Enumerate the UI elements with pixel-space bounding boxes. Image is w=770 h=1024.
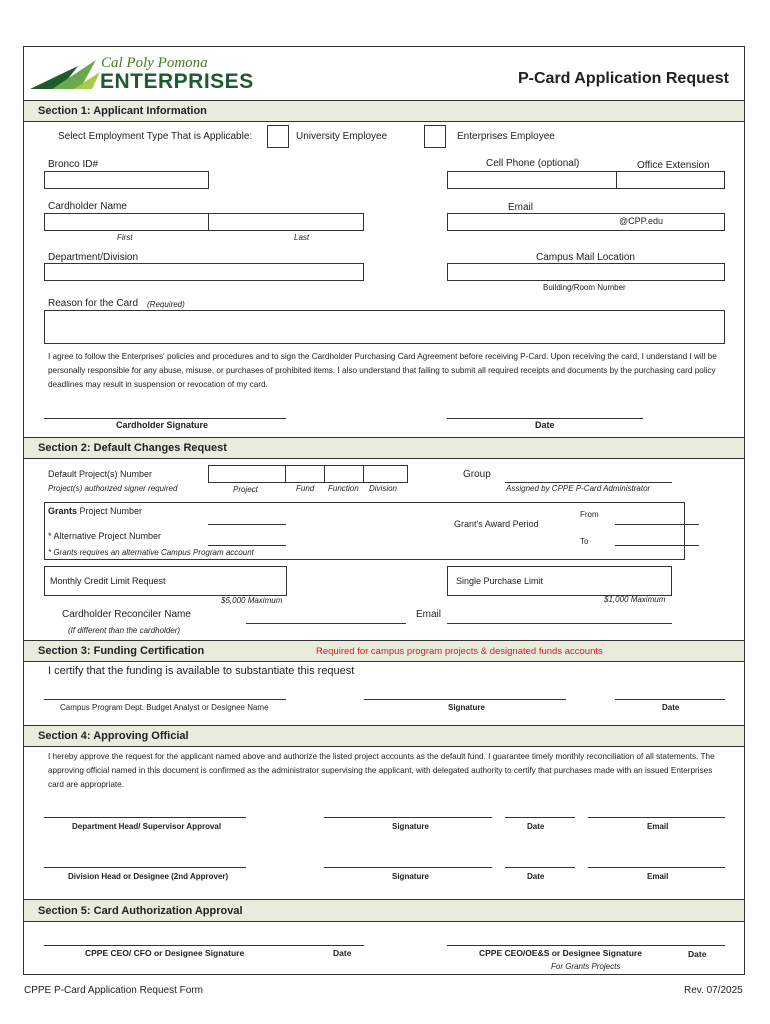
funding-date-line[interactable] xyxy=(615,699,725,700)
division-head-signature-label: Signature xyxy=(392,872,429,881)
ceo-oes-signature-line[interactable] xyxy=(447,945,725,946)
group-label: Group xyxy=(463,469,491,480)
logo-text-enterprises: ENTERPRISES xyxy=(100,70,254,93)
footer-form-name: CPPE P-Card Application Request Form xyxy=(24,985,203,996)
building-room-caption: Building/Room Number xyxy=(543,283,626,292)
division-head-label: Division Head or Designee (2nd Approver) xyxy=(68,872,229,881)
funding-date-label: Date xyxy=(662,703,680,712)
email-domain-suffix: @CPP.edu xyxy=(619,216,663,226)
cardholder-signature-label: Cardholder Signature xyxy=(116,420,209,430)
campus-mail-label: Campus Mail Location xyxy=(536,252,635,263)
section-1-heading: Section 1: Applicant Information xyxy=(24,100,744,122)
fund-caption: Fund xyxy=(296,484,315,493)
award-from-line[interactable] xyxy=(615,524,699,525)
analyst-name-label: Campus Program Dept. Budget Analyst or Designee Name xyxy=(60,703,269,712)
monthly-max-note: $5,000 Maximum xyxy=(221,596,283,605)
section-2-heading: Section 2: Default Changes Request xyxy=(24,437,744,459)
division-head-date-label: Date xyxy=(527,872,545,881)
campus-mail-field[interactable] xyxy=(447,263,725,281)
fund-field[interactable] xyxy=(285,465,325,483)
dept-head-signature-label: Signature xyxy=(392,822,429,831)
division-head-email-label: Email xyxy=(647,872,669,881)
department-label: Department/Division xyxy=(48,252,139,263)
project-caption: Project xyxy=(233,485,258,494)
page-title: P-Card Application Request xyxy=(518,70,729,87)
default-project-label: Default Project(s) Number xyxy=(48,469,153,479)
reconciler-name-label: Cardholder Reconciler Name xyxy=(62,609,191,620)
award-to-label: To xyxy=(580,537,589,546)
function-field[interactable] xyxy=(324,465,364,483)
cardholder-name-label: Cardholder Name xyxy=(48,201,127,212)
division-head-line[interactable] xyxy=(44,867,246,868)
dept-head-line[interactable] xyxy=(44,817,246,818)
first-name-caption: First xyxy=(117,233,133,242)
reconciler-note: (If different than the cardholder) xyxy=(68,626,181,635)
funding-certify-text: I certify that the funding is available to substantiate this request xyxy=(48,665,355,677)
dept-head-label: Department Head/ Supervisor Approval xyxy=(72,822,222,831)
authorized-signer-note: Project(s) authorized signer required xyxy=(48,484,178,493)
reconciler-email-label: Email xyxy=(416,609,442,620)
office-extension-field[interactable] xyxy=(616,171,725,189)
funding-signature-line[interactable] xyxy=(364,699,566,700)
ceo-cfo-signature-line[interactable] xyxy=(44,945,364,946)
single-limit-label: Single Purchase Limit xyxy=(456,576,544,586)
division-caption: Division xyxy=(369,484,398,493)
enterprises-logo-mark-icon xyxy=(30,58,100,90)
logo-text-cal-poly: Cal Poly Pomona xyxy=(101,55,208,71)
enterprises-employee-checkbox[interactable] xyxy=(424,125,446,148)
section-5-heading: Section 5: Card Authorization Approval xyxy=(24,899,744,922)
department-field[interactable] xyxy=(44,263,364,281)
grants-project-label: Grants Project Number xyxy=(48,506,143,516)
dept-head-signature-line[interactable] xyxy=(324,817,492,818)
ceo-oes-date-label: Date xyxy=(688,949,707,959)
university-employee-checkbox[interactable] xyxy=(267,125,289,148)
cardholder-agreement-text: I agree to follow the Enterprises' policies and procedures and to sign the Cardholder Purchasing Card Agreement before receiving P-Card. Upon receiving the card, I understand I will be personally responsible for any abuse, misuse, or purchases of prohibited items. I also understand that failing to submit all required receipts and documents by the purchasing card policy deadlines may result in suspension or revocation of my card. xyxy=(48,352,717,389)
dept-head-email-label: Email xyxy=(647,822,669,831)
assigned-by-note: Assigned by CPPE P-Card Administrator xyxy=(506,484,651,493)
alternative-project-line[interactable] xyxy=(208,545,286,546)
dept-head-email-line[interactable] xyxy=(588,817,725,818)
bronco-id-label: Bronco ID# xyxy=(48,159,99,170)
dept-head-date-line[interactable] xyxy=(505,817,575,818)
group-line[interactable] xyxy=(505,482,672,483)
reason-textarea[interactable] xyxy=(44,310,725,344)
email-field[interactable] xyxy=(447,213,725,231)
grants-project-line[interactable] xyxy=(208,524,286,525)
section-3-heading: Section 3: Funding Certification xyxy=(24,640,744,662)
function-caption: Function xyxy=(328,484,359,493)
funding-signature-label: Signature xyxy=(448,703,485,712)
cardholder-date-label: Date xyxy=(535,420,555,430)
cardholder-date-line[interactable] xyxy=(447,418,643,419)
office-extension-label: Office Extension xyxy=(637,160,710,171)
reason-required-note: (Required) xyxy=(147,300,185,309)
cardholder-signature-line[interactable] xyxy=(44,418,286,419)
division-head-signature-line[interactable] xyxy=(324,867,492,868)
employment-type-label: Select Employment Type That is Applicable: xyxy=(58,131,253,142)
enterprises-employee-label: Enterprises Employee xyxy=(457,131,555,142)
division-field[interactable] xyxy=(363,465,408,483)
reconciler-email-line[interactable] xyxy=(447,623,672,624)
division-head-date-line[interactable] xyxy=(505,867,575,868)
division-head-email-line[interactable] xyxy=(588,867,725,868)
approval-statement: I hereby approve the request for the applicant named above and authorize the listed project accounts as the default fund. I guarantee timely monthly reconciliation of all statements. The approving official named in this document is confirmed as the administrator supervising the applicant, with delegated authority to certify that purchases made with an issued Enterprises card are appropriate. xyxy=(48,752,715,789)
reconciler-name-line[interactable] xyxy=(246,623,406,624)
single-max-note: $1,000 Maximum xyxy=(604,595,666,604)
last-name-caption: Last xyxy=(294,233,310,242)
ceo-cfo-date-label: Date xyxy=(333,948,352,958)
award-period-label: Grant's Award Period xyxy=(454,519,539,529)
cell-phone-field[interactable] xyxy=(447,171,617,189)
ceo-oes-signature-label: CPPE CEO/OE&S or Designee Signature xyxy=(479,948,642,958)
grants-requirement-note: * Grants requires an alternative Campus Program account xyxy=(48,548,254,557)
bronco-id-field[interactable] xyxy=(44,171,209,189)
dept-head-date-label: Date xyxy=(527,822,545,831)
analyst-name-line[interactable] xyxy=(44,699,286,700)
for-grants-note: For Grants Projects xyxy=(551,962,621,971)
ceo-cfo-signature-label: CPPE CEO/ CFO or Designee Signature xyxy=(85,948,245,958)
award-from-label: From xyxy=(580,510,599,519)
reason-label: Reason for the Card xyxy=(48,298,139,309)
email-label: Email xyxy=(508,202,534,213)
project-field[interactable] xyxy=(208,465,286,483)
university-employee-label: University Employee xyxy=(296,131,388,142)
alternative-project-label: * Alternative Project Number xyxy=(48,531,162,541)
award-to-line[interactable] xyxy=(615,545,699,546)
first-name-field[interactable] xyxy=(44,213,209,231)
cell-phone-label: Cell Phone (optional) xyxy=(486,158,580,169)
monthly-limit-label: Monthly Credit Limit Request xyxy=(50,576,166,586)
last-name-field[interactable] xyxy=(208,213,364,231)
section-4-heading: Section 4: Approving Official xyxy=(24,725,744,747)
footer-revision: Rev. 07/2025 xyxy=(684,985,743,996)
funding-required-note: Required for campus program projects & designated funds accounts xyxy=(316,646,603,657)
